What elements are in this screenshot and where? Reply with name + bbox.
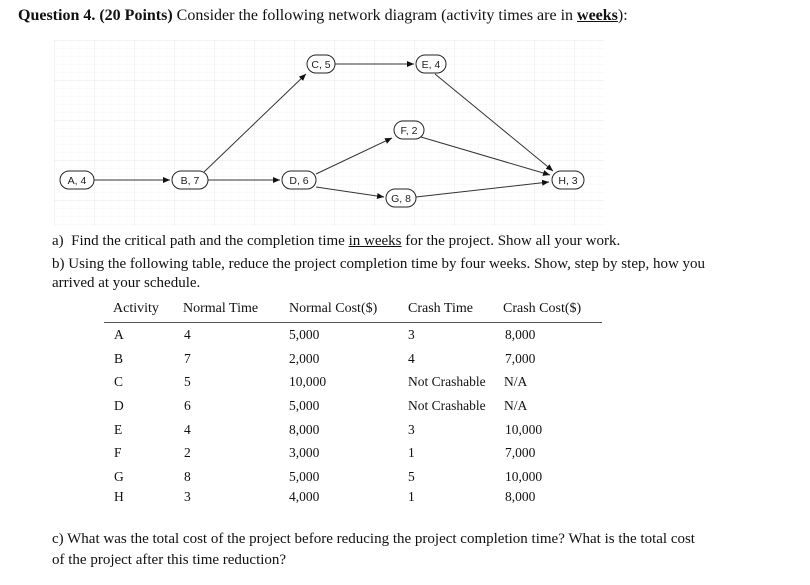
table-cell: 3 <box>184 489 191 504</box>
table-cell: Not Crashable <box>408 398 486 413</box>
part-c-line1: c) What was the total cost of the project before reducing the project completion time? What is the total cost <box>52 531 695 547</box>
table-cell: 4 <box>408 350 415 366</box>
part-a <box>52 233 620 250</box>
table-cell: H <box>114 489 124 504</box>
network-diagram <box>54 40 604 226</box>
part-c-line2: of the project after this time reduction? <box>52 552 287 568</box>
node-c-label: C, 5 <box>311 59 331 71</box>
part-a-before: Find the critical path and the completion time <box>71 233 345 249</box>
table-cell: N/A <box>504 374 528 389</box>
part-b-line2: arrived at your schedule. <box>52 275 201 291</box>
table-cell: F <box>114 445 122 460</box>
table-cell: 5,000 <box>289 327 320 342</box>
node-d <box>282 171 316 189</box>
node-c <box>307 55 335 73</box>
node-b-label: B, 7 <box>180 175 200 187</box>
table-cell: 3 <box>408 327 415 342</box>
table-cell: 6 <box>184 398 191 413</box>
question-text: Consider the following network diagram (activity times are in <box>176 7 574 24</box>
question-header: Question 4. <box>18 7 96 24</box>
question-title <box>18 7 628 25</box>
table-cell: 5,000 <box>289 469 320 484</box>
table-cell: 4 <box>184 327 191 342</box>
table-cell: 1 <box>408 445 415 460</box>
table-cell: 7 <box>184 350 191 366</box>
part-a-after: for the project. Show all your work. <box>405 233 621 249</box>
table-cell: E <box>114 421 123 437</box>
table-cell: 8,000 <box>289 421 320 437</box>
node-e-label: E, 4 <box>421 59 441 71</box>
question-points: (20 Points) <box>99 7 173 24</box>
table-cell: 8,000 <box>505 489 536 504</box>
node-a <box>60 171 94 189</box>
table-cell: 2,000 <box>289 350 320 366</box>
node-h-label: H, 3 <box>558 175 578 187</box>
table-cell: 8 <box>184 469 191 484</box>
table-cell: C <box>114 374 124 389</box>
table-cell: A <box>114 327 124 342</box>
table-cell: D <box>114 398 124 413</box>
part-a-underlined: in weeks <box>348 233 402 249</box>
table-header-normal-time: Normal Time <box>183 301 259 316</box>
table-cell: 5,000 <box>289 398 320 413</box>
question-tail: ): <box>617 7 628 24</box>
table-cell: 3 <box>408 421 415 437</box>
node-d-label: D, 6 <box>289 175 309 187</box>
node-e <box>416 55 446 73</box>
table-cell: 4 <box>184 421 191 437</box>
table-header-crash-time: Crash Time <box>408 301 473 316</box>
table-cell: G <box>114 469 124 484</box>
table-header-activity: Activity <box>113 301 159 316</box>
table-cell: 8,000 <box>505 327 536 342</box>
node-f <box>394 121 424 139</box>
table-cell: 10,000 <box>505 469 543 484</box>
table-cell: 4,000 <box>289 489 320 504</box>
table-cell: 5 <box>408 469 415 484</box>
node-h <box>552 171 584 189</box>
table-header-crash-cost: Crash Cost($) <box>503 301 582 316</box>
table-cell: 1 <box>408 489 415 504</box>
question-emph: weeks <box>577 7 618 24</box>
node-f-label: F, 2 <box>400 125 418 137</box>
node-g-label: G, 8 <box>391 193 411 205</box>
table-cell: 7,000 <box>505 445 536 460</box>
node-b <box>172 171 208 189</box>
part-a-prefix: a) <box>52 233 64 249</box>
table-cell: Not Crashable <box>408 374 486 389</box>
part-b-line1: b) Using the following table, reduce the project completion time by four weeks. Show, step by step, how you <box>52 256 706 272</box>
table-cell: 5 <box>184 374 191 389</box>
node-g <box>386 189 416 207</box>
table-header-rule <box>104 322 602 323</box>
table-cell: 2 <box>184 445 191 460</box>
table-cell: B <box>114 350 124 366</box>
table-cell: 10,000 <box>505 421 543 437</box>
table-cell: 7,000 <box>505 350 536 366</box>
table-header-normal-cost: Normal Cost($) <box>289 301 378 316</box>
table-cell: 3,000 <box>289 445 320 460</box>
table-cell: N/A <box>504 398 528 413</box>
node-a-label: A, 4 <box>67 175 87 187</box>
table-cell: 10,000 <box>289 374 327 389</box>
